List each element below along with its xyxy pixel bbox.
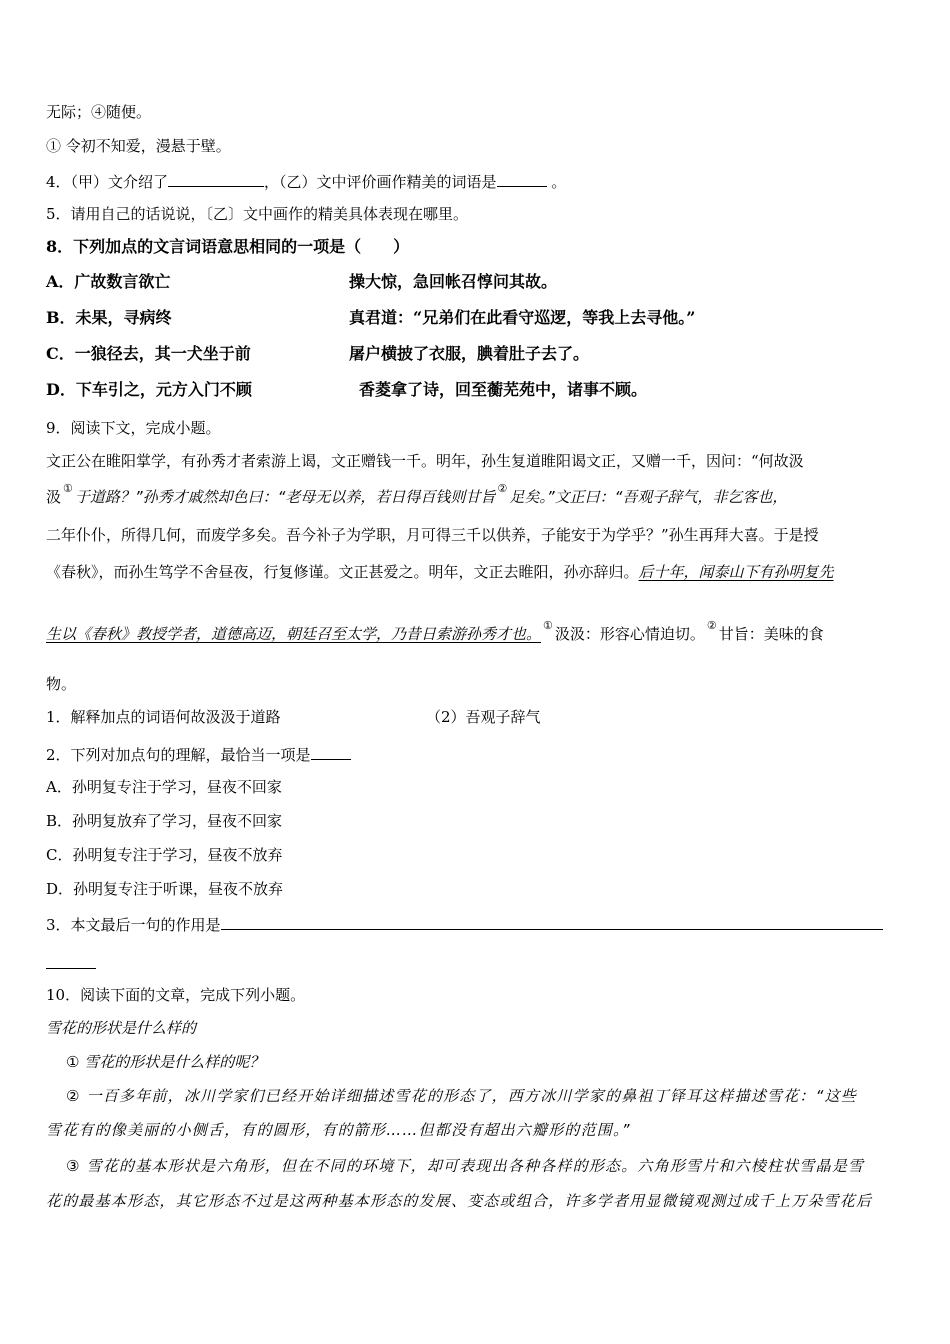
sub-question-text: 3．本文最后一句的作用是 <box>46 916 221 934</box>
option-line: A．孙明复专注于学习，昼夜不回家 <box>46 778 282 796</box>
q9-sub-2 <box>46 743 351 765</box>
footnote-mark: ② <box>497 482 508 495</box>
sub-question-text: 1．解释加点的词语何故汲汲于道路 <box>46 708 281 726</box>
underlined-sentence: 后十年，闻泰山下有孙明复先 <box>638 563 834 581</box>
q4-part-a: 4．（甲）文介绍了 <box>46 173 169 191</box>
q4-part-c: 。 <box>551 173 567 191</box>
passage-line <box>46 619 824 646</box>
option-right: 香菱拿了诗，回至蘅芜苑中，诸事不顾。 <box>359 380 648 399</box>
footnote-mark: ① <box>543 619 553 632</box>
q8-option-b <box>46 308 906 328</box>
option-line: B．孙明复放弃了学习，昼夜不回家 <box>46 812 283 830</box>
answer-blank <box>46 952 96 969</box>
q9-sub-1 <box>46 707 906 727</box>
q4-part-b: ，（乙）文中评价画作精美的词语是 <box>264 173 497 191</box>
text-line: ① 令初不知爱，漫悬于壁。 <box>46 137 231 155</box>
q8-option-d <box>46 380 906 400</box>
underlined-sentence: 生以《春秋》教授学者，道德高迈，朝廷召至太学，乃昔日索游孙秀才也。 <box>46 625 542 643</box>
passage-text: 足矣。”文正曰：“吾观子辞气，非乞客也， <box>509 488 788 506</box>
footnote-text: 甘旨：美味的食 <box>718 625 824 643</box>
question-8-stem: 8．下列加点的文言词语意思相同的一项是（ ） <box>46 237 410 256</box>
option-right: 操大惊，急回帐召惇问其故。 <box>349 272 558 291</box>
question-5: 5．请用自己的话说说，〔乙〕文中画作的精美具体表现在哪里。 <box>46 205 469 223</box>
article-paragraph: ① 雪花的形状是什么样的呢？ <box>66 1053 265 1071</box>
text-line: 无际；④随便。 <box>46 103 152 121</box>
q8-option-a <box>46 272 906 292</box>
option-right: 真君道：“兄弟们在此看守巡逻，等我上去寻他。” <box>349 308 696 327</box>
question-10-stem: 10．阅读下面的文章，完成下列小题。 <box>46 986 306 1004</box>
question-4 <box>46 170 566 192</box>
passage-line: 二年仆仆，所得几何，而废学多矣。吾今补子为学职，月可得三千以供养，子能安于为学乎？”孙生再拜大喜。于是授 <box>46 526 819 544</box>
article-title: 雪花的形状是什么样的 <box>46 1019 197 1037</box>
passage-line: 物。 <box>46 675 77 693</box>
footnote-text: 汲汲：形容心情迫切。 <box>554 625 705 643</box>
q8-option-c <box>46 344 906 364</box>
footnote-mark: ① <box>63 482 73 495</box>
answer-blank <box>168 170 264 187</box>
option-left: A．广故数言欲亡 <box>46 272 171 291</box>
passage-line <box>46 482 788 509</box>
answer-blank <box>311 743 351 760</box>
passage-text: 于道路？”孙秀才戚然却色曰：“老母无以养，若日得百钱则甘旨 <box>74 488 496 506</box>
passage-line <box>46 562 834 582</box>
passage-text: 汲 <box>46 488 62 506</box>
article-paragraph: 雪花有的像美丽的小侧舌，有的圆形，有的箭形……但都没有超出六瓣形的范围。” <box>46 1121 631 1139</box>
answer-blank <box>497 170 547 187</box>
passage-line: 文正公在睢阳掌学，有孙秀才者索游上谒，文正赠钱一千。明年，孙生复道睢阳谒文正，又赠一千，因问：“何故汲 <box>46 452 804 470</box>
article-paragraph: 花的最基本形态，其它形态不过是这两种基本形态的发展、变态或组合，许多学者用显微镜观测过成千上万朵雪花后 <box>46 1192 873 1210</box>
sub-question-text: （2）吾观子辞气 <box>426 708 541 726</box>
answer-blank-continued <box>46 952 96 974</box>
article-paragraph: ② 一百多年前，冰川学家们已经开始详细描述雪花的形态了，西方冰川学家的鼻祖丁铎耳这样描述雪花：“这些 <box>66 1087 857 1105</box>
question-9-stem: 9．阅读下文，完成小题。 <box>46 419 221 437</box>
option-line: C．孙明复专注于学习，昼夜不放弃 <box>46 846 283 864</box>
option-left: B．未果，寻病终 <box>46 308 172 327</box>
answer-blank <box>221 913 883 930</box>
q9-sub-3 <box>46 913 883 935</box>
option-line: D．孙明复专注于听课，昼夜不放弃 <box>46 880 284 898</box>
option-left: D．下车引之，元方入门不顾 <box>46 380 252 399</box>
passage-text: 《春秋》，而孙生笃学不舍昼夜，行复修谨。文正甚爱之。明年，文正去睢阳，孙亦辞归。 <box>46 563 639 581</box>
option-left: C．一狼径去，其一犬坐于前 <box>46 344 251 363</box>
footnote-mark: ② <box>706 619 717 632</box>
sub-question-text: 2．下列对加点句的理解，最恰当一项是 <box>46 746 311 764</box>
option-right: 屠户横披了衣服，腆着肚子去了。 <box>349 344 590 363</box>
article-paragraph: ③ 雪花的基本形状是六角形，但在不同的环境下，却可表现出各种各样的形态。六角形雪片和六棱柱状雪晶是雪 <box>66 1157 865 1175</box>
